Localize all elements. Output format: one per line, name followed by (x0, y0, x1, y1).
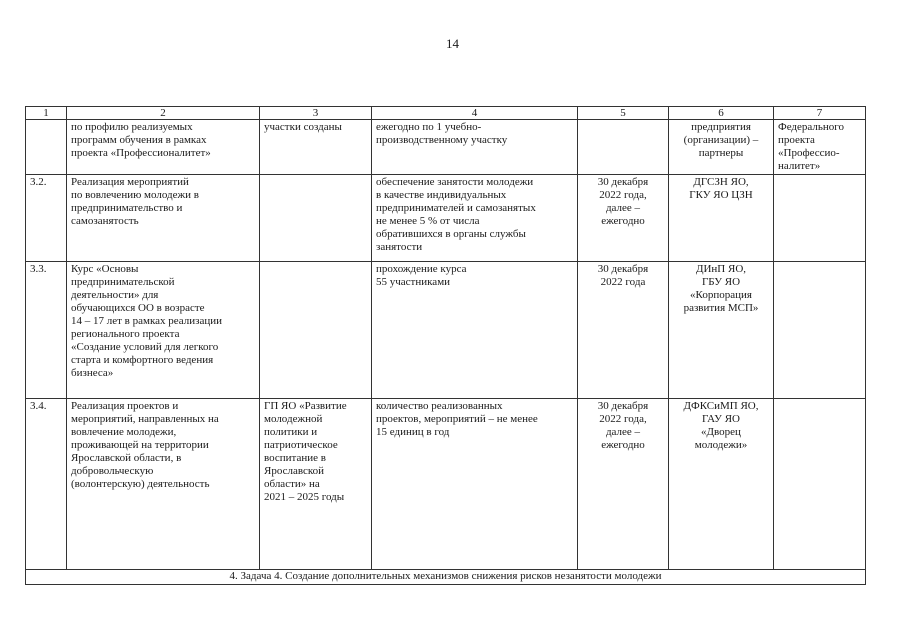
task-heading: 4. Задача 4. Создание дополнительных механизмов снижения рисков незанятости молодежи (26, 570, 866, 585)
row-number-text: 3.2. (30, 176, 47, 188)
indicator-text: ежегодно по 1 учебно- производственному участку (376, 121, 508, 146)
responsible-text: ДФКСиМП ЯО, ГАУ ЯО «Дворец молодежи» (683, 400, 759, 451)
activity-cell (67, 262, 260, 399)
table-row (26, 262, 866, 399)
row-number-text: 3.3. (30, 263, 47, 275)
document-text: ГП ЯО «Развитие молодежной политики и патриотическое воспитание в Ярославской области» на 2021 – 2025 годы (264, 400, 347, 503)
note-text: Федерального проекта «Профессио- налитет» (778, 121, 845, 172)
responsible-text: ДИнП ЯО, ГБУ ЯО «Корпорация развития МСП» (683, 263, 759, 314)
deadline-cell (578, 175, 669, 262)
activity-cell (67, 175, 260, 262)
document-cell (260, 175, 372, 262)
row-number-text: 3.4. (30, 400, 47, 412)
column-header: 3 (260, 107, 372, 120)
deadline-cell (578, 120, 669, 175)
row-number (26, 399, 67, 570)
document-cell (260, 262, 372, 399)
responsible-text: предприятия (организации) – партнеры (683, 121, 759, 159)
indicator-cell (372, 399, 578, 570)
activity-text: Курс «Основы предпринимательской деятельности» для обучающихся ОО в возрасте 14 – 17 лет в рамках реализации регионального проекта «Создание условий для легкого старта и комфортного ведения бизнеса» (71, 263, 223, 379)
activity-text: Реализация проектов и мероприятий, направленных на вовлечение молодежи, проживающей на территории Ярославской области, в добровольческую (волонтерскую) деятельность (71, 400, 219, 490)
activity-cell (67, 120, 260, 175)
note-cell (774, 175, 866, 262)
responsible-text: ДГСЗН ЯО, ГКУ ЯО ЦЗН (689, 176, 753, 201)
column-header: 2 (67, 107, 260, 120)
row-number (26, 120, 67, 175)
deadline-cell (578, 262, 669, 399)
responsible-cell (669, 399, 774, 570)
indicator-cell (372, 175, 578, 262)
indicator-text: количество реализованных проектов, мероприятий – не менее 15 единиц в год (376, 400, 538, 438)
activity-plan-table (25, 106, 866, 585)
indicator-cell (372, 262, 578, 399)
document-cell (260, 120, 372, 175)
deadline-text: 30 декабря 2022 года, далее – ежегодно (597, 176, 649, 227)
deadline-text: 30 декабря 2022 года, далее – ежегодно (597, 400, 649, 451)
row-number (26, 175, 67, 262)
activity-text: по профилю реализуемых программ обучения в рамках проекта «Профессионалитет» (71, 121, 211, 159)
column-header: 5 (578, 107, 669, 120)
indicator-text: обеспечение занятости молодежи в качестве индивидуальных предпринимателей и самозанятых не менее 5 % от числа обратившихся в органы службы занятости (376, 176, 536, 253)
task-heading-row (26, 570, 866, 585)
note-cell (774, 262, 866, 399)
document-text: участки созданы (264, 121, 342, 133)
indicator-cell (372, 120, 578, 175)
responsible-cell (669, 175, 774, 262)
column-header: 7 (774, 107, 866, 120)
row-number (26, 262, 67, 399)
deadline-text: 30 декабря 2022 года (597, 263, 649, 288)
column-header: 1 (26, 107, 67, 120)
note-cell (774, 399, 866, 570)
responsible-cell (669, 120, 774, 175)
responsible-cell (669, 262, 774, 399)
table-row (26, 399, 866, 570)
page-number: 14 (446, 36, 459, 51)
indicator-text: прохождение курса 55 участниками (376, 263, 467, 288)
document-cell (260, 399, 372, 570)
note-cell (774, 120, 866, 175)
deadline-cell (578, 399, 669, 570)
column-header: 6 (669, 107, 774, 120)
activity-cell (67, 399, 260, 570)
column-number-row (26, 107, 866, 120)
table-row (26, 175, 866, 262)
column-header: 4 (372, 107, 578, 120)
activity-text: Реализация мероприятий по вовлечению молодежи в предпринимательство и самозанятость (71, 176, 199, 227)
table-row (26, 120, 866, 175)
